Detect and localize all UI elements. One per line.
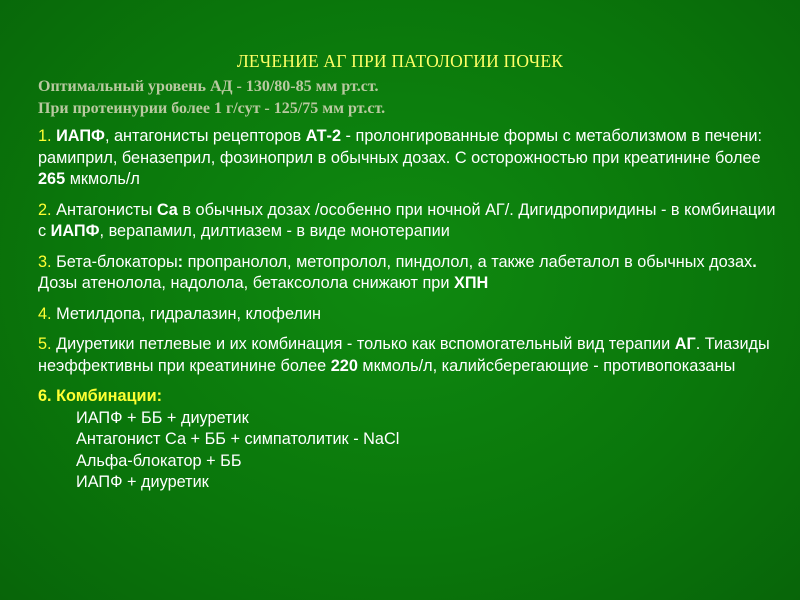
item-text: мкмоль/л xyxy=(65,170,140,188)
combination-item: Альфа-блокатор + ББ xyxy=(76,451,242,470)
item-number: 2. xyxy=(38,200,57,219)
proteinuria-bp-subtitle: При протеинурии более 1 г/сут - 125/75 мм рт.ст. xyxy=(38,100,386,117)
item-text: , антагонисты рецепторов xyxy=(104,127,306,145)
item-text-bold: 265 xyxy=(38,170,66,188)
combination-item: ИАПФ + диуретик xyxy=(76,473,209,491)
item-text: Дозы атенолола, надолола, бетаксолола снижают при xyxy=(38,274,454,292)
item-text: пропранолол, метопролол, пиндолол, а также лабеталол в обычных дозах xyxy=(183,252,753,271)
item-text: , верапамил, дилтиазем - в виде монотерапии xyxy=(99,222,450,240)
combinations-list xyxy=(76,408,778,494)
item-text: Диуретики петлевые и их комбинация - только как вспомогательный вид терапии xyxy=(56,335,675,353)
list-item-4 xyxy=(38,304,778,326)
list-item-2 xyxy=(38,200,778,243)
combinations-heading: 6. Комбинации: xyxy=(38,387,163,405)
item-number: 4. xyxy=(38,304,57,323)
item-text: . Тиазиды неэффективны при креатинине более xyxy=(38,335,770,375)
list-item-1 xyxy=(38,126,778,191)
list-item-5 xyxy=(38,334,778,377)
item-text-bold: АГ xyxy=(674,335,696,353)
item-text: мкмоль/л, калийсберегающие - противопоказаны xyxy=(357,356,736,375)
item-number: 3. xyxy=(38,252,57,271)
item-text: Антагонисты xyxy=(56,200,157,219)
item-text-bold: 220 xyxy=(330,356,358,375)
item-text: в обычных дозах /особенно при ночной АГ/. Дигидропиридины - в комбинации с xyxy=(38,200,776,240)
item-text: Метилдопа, гидралазин, клофелин xyxy=(56,304,322,323)
optimal-bp-subtitle: Оптимальный уровень АД - 130/80-85 мм рт.ст. xyxy=(38,78,379,95)
item-number: 5. xyxy=(38,335,57,353)
combination-item: ИАПФ + ББ + диуретик xyxy=(76,408,249,427)
item-text: Бета-блокаторы xyxy=(56,252,178,271)
list-item-6 xyxy=(38,386,778,494)
item-text-bold: ИАПФ xyxy=(56,127,105,145)
item-text: - пролонгированные формы с метаболизмом в печени: рамиприл, беназеприл, фозиноприл в обычных дозах. С осторожностью при креатинине более xyxy=(38,127,763,167)
item-text-bold: . xyxy=(752,252,757,271)
item-text-bold: : xyxy=(177,252,184,271)
item-text-bold: Са xyxy=(156,200,178,219)
combination-item: Антагонист Са + ББ + симпатолитик - NaCl xyxy=(76,430,400,448)
item-number: 1. xyxy=(38,127,57,145)
item-text-bold: ХПН xyxy=(453,274,489,292)
item-text-bold: ИАПФ xyxy=(50,222,100,240)
item-text-bold: АТ-2 xyxy=(305,127,342,145)
slide-title: ЛЕЧЕНИЕ АГ ПРИ ПАТОЛОГИИ ПОЧЕК xyxy=(236,51,564,71)
treatment-list xyxy=(38,126,778,503)
list-item-3 xyxy=(38,252,778,295)
